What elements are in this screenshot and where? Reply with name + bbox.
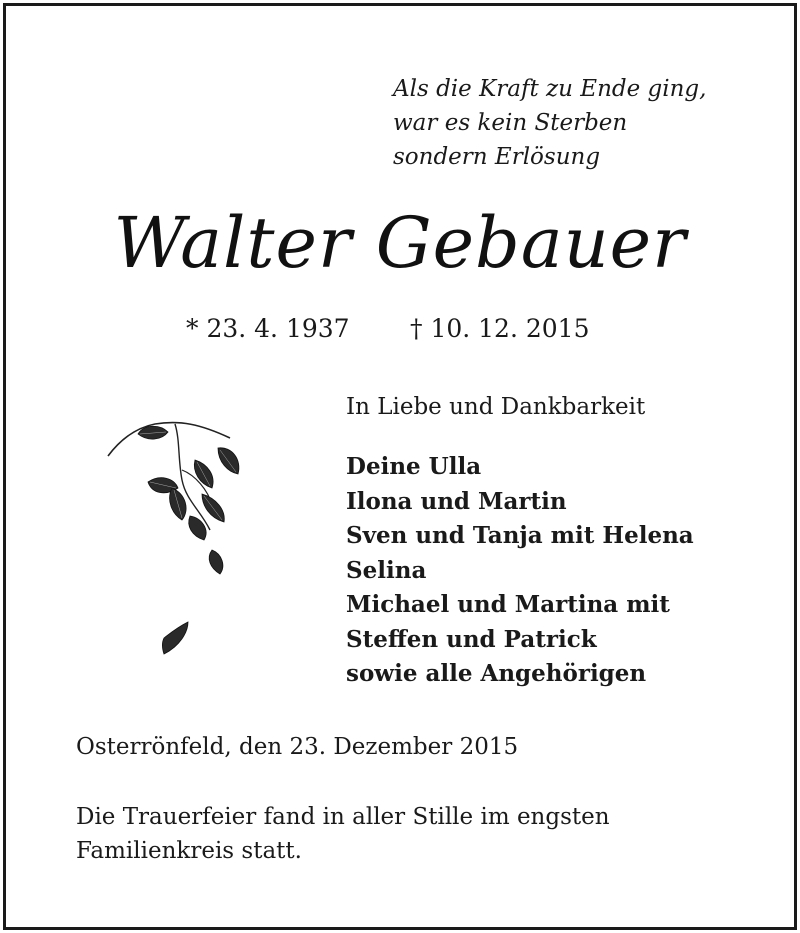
mourner-entry: Ilona und Martin	[346, 487, 567, 515]
dedication-text: In Liebe und Dankbarkeit	[346, 394, 646, 420]
notice-line: Familienkreis statt.	[76, 838, 302, 864]
death-date: † 10. 12. 2015	[410, 314, 590, 343]
mourner-entry: Selina	[346, 556, 427, 584]
funeral-notice	[76, 800, 610, 868]
mourner-entry: Deine Ulla	[346, 453, 482, 480]
mourner-entry: Michael und Martina mit	[346, 591, 670, 618]
motto-line: sondern Erlösung	[393, 144, 601, 170]
birch-branch-leaves-icon	[100, 410, 260, 680]
mourner-entry: Steffen und Patrick	[346, 625, 597, 653]
mourner-entry: Sven und Tanja mit Helena	[346, 522, 694, 549]
notice-line: Die Trauerfeier fand in aller Stille im engsten	[76, 804, 610, 830]
motto-line: Als die Kraft zu Ende ging,	[393, 76, 707, 102]
mourner-entry: sowie alle Angehörigen	[346, 660, 647, 687]
place-and-date: Osterrönfeld, den 23. Dezember 2015	[76, 734, 519, 760]
motto	[393, 72, 753, 174]
birth-date: * 23. 4. 1937	[186, 314, 350, 343]
deceased-name: Walter Gebauer	[113, 202, 687, 284]
motto-line: war es kein Sterben	[393, 110, 628, 136]
mourners-list	[346, 450, 694, 692]
